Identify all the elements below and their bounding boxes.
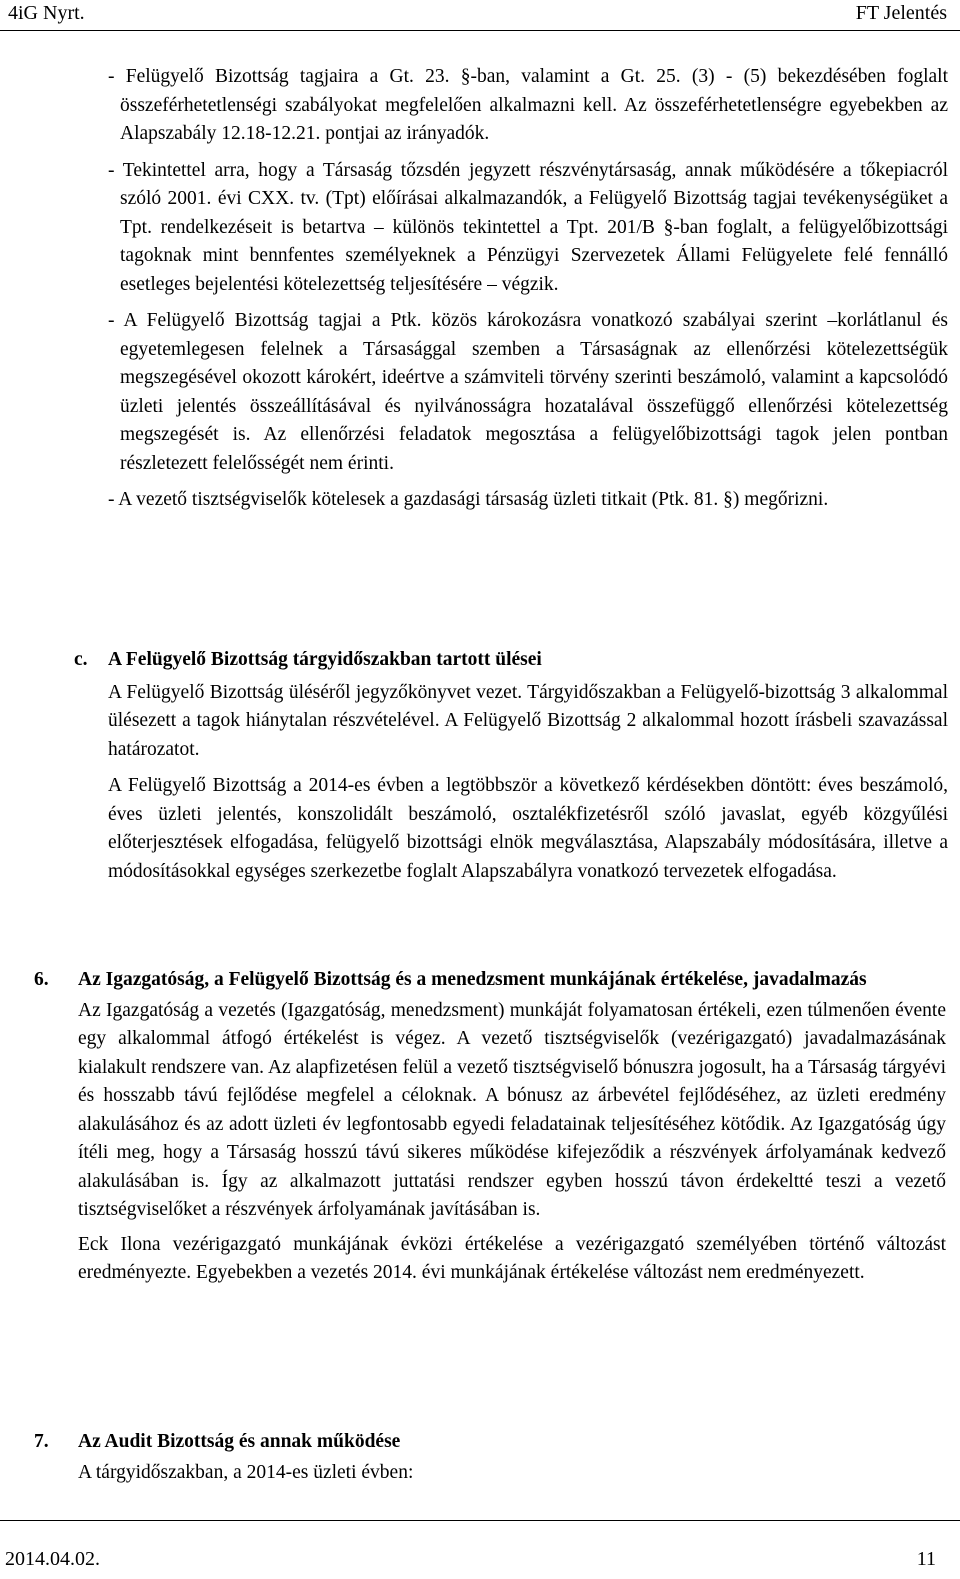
section-6 bbox=[34, 966, 946, 1288]
section-7-title: Az Audit Bizottság és annak működése bbox=[78, 1431, 401, 1452]
footer-date: 2014.04.02. bbox=[5, 1548, 100, 1570]
section-c-paragraph: A Felügyelő Bizottság a 2014-es évben a legtöbbször a következő kérdésekben döntött: éves beszámoló, éves üzleti jelentés, konszolidált beszámoló, osztalékfizetésről szóló javaslat, egyéb közgyűlési előterjesztések elfogadása, felügyelő bizottsági elnök megválasztása, Alapszabály módosítására, illetve a módosításokkal egységes szerkezetbe foglalt Alapszabályra vonatkozó tervezetek elfogadása. bbox=[108, 775, 948, 882]
bullet-list bbox=[110, 63, 948, 515]
company-name: 4iG Nyrt. bbox=[8, 2, 85, 24]
section-6-number: 6. bbox=[34, 969, 49, 990]
header-rule bbox=[0, 30, 960, 31]
footer-rule bbox=[0, 1520, 960, 1521]
bullet-item: - Felügyelő Bizottság tagjaira a Gt. 23. §-ban, valamint a Gt. 25. (3) - (5) bekezdésében foglalt összeférhetetlenségi szabályokat megfelelően alkalmazni kell. Az összeférhetetlenségre egyebekben az Alapszabály 12.18-12.21. pontjai az irányadók. bbox=[108, 66, 948, 144]
section-c-title: A Felügyelő Bizottság tárgyidőszakban tartott ülései bbox=[108, 649, 542, 670]
page-number: 11 bbox=[916, 1548, 936, 1570]
section-6-paragraph: Eck Ilona vezérigazgató munkájának évközi értékelése a vezérigazgató személyében történő változást eredményezte. Egyebekben a vezetés 2014. évi munkájának értékelése változást nem eredményezett. bbox=[78, 1233, 946, 1283]
bullet-item: - A vezető tisztségviselők kötelesek a gazdasági társaság üzleti titkait (Ptk. 81. §) megőrizni. bbox=[108, 489, 829, 510]
bullet-item: - A Felügyelő Bizottság tagjai a Ptk. közös károkozásra vonatkozó szabályai szerint –korlátlanul és egyetemlegesen felelnek a Társasággal szemben a Társaságnak az ellenőrzési kötelezettségük megszegésével okozott károkért, ideértve a számviteli törvény szerinti beszámoló, valamint a kapcsolódó üzleti jelentés összeállításával és nyilvánosságra hozatalával összefüggő ellenőrzési kötelezettség megszegését is. Az ellenőrzési feladatok megosztása a felügyelőbizottsági tagok jelen pontban részletezett felelősségét nem érinti. bbox=[108, 310, 948, 474]
section-c-number: c. bbox=[74, 649, 88, 670]
bullet-item: - Tekintettel arra, hogy a Társaság tőzsdén jegyzett részvénytársaság, annak működésére a tőkepiacról szóló 2001. évi CXX. tv. (Tpt) előírásai alkalmazandók, a Felügyelő Bizottság tagjai tevékenységüket a Tpt. rendelkezéseit is betartva – különös tekintettel a Tpt. 201/B §-ban foglalt, a felügyelőbizottsági tagoknak mint bennfentes személyeknek a Pénzügyi Szervezetek Állami Felügyelete felé fennálló esetleges bejelentési kötelezettség teljesítésére – végzik. bbox=[108, 159, 948, 295]
section-c-paragraph: A Felügyelő Bizottság üléséről jegyzőkönyvet vezet. Tárgyidőszakban a Felügyelő-bizottság 3 alkalommal ülésezett a tagok hiánytalan részvételével. A Felügyelő Bizottság 2 alkalommal hozott írásbeli szavazással határozatot. bbox=[108, 681, 948, 760]
page-header bbox=[0, 0, 960, 32]
section-7-number: 7. bbox=[34, 1431, 49, 1452]
section-c bbox=[74, 646, 948, 886]
page-footer bbox=[0, 1520, 960, 1579]
section-7-paragraph: A tárgyidőszakban, a 2014-es üzleti évben: bbox=[78, 1461, 414, 1483]
section-6-title: Az Igazgatóság, a Felügyelő Bizottság és a menedzsment munkájának értékelése, javadalmazás bbox=[78, 969, 867, 990]
report-title: FT Jelentés bbox=[855, 2, 947, 24]
section-6-paragraph: Az Igazgatóság a vezetés (Igazgatóság, menedzsment) munkáját folyamatosan értékeli, ezen túlmenően évente egy alkalommal átfogó értékelést is végez. A vezető tisztségviselők (vezérigazgató) javadalmazásának kialakult rendszere van. Az alapfizetésen felül a vezető tisztségviselő bónuszra jogosult, ha a Társaság tárgyévi és hosszabb távú fejlődése megfelel a céloknak. A bónusz az árbevétel fejlődéséhez, az üzleti eredmény alakulásához és az adott üzleti év legfontosabb egyedi feladatainak teljesítéséhez kötődik. Az Igazgatóság úgy ítéli meg, hogy a Társaság hosszú távú sikeres működése kifejeződik a részvények árfolyamának kedvező alakulásában is. Így az alkalmazott juttatási rendszer egyben hosszú távon érdekeltté teszi a vezető tisztségviselőket a részvények árfolyamának javításában is. bbox=[78, 999, 946, 1220]
section-7 bbox=[34, 1428, 946, 1487]
